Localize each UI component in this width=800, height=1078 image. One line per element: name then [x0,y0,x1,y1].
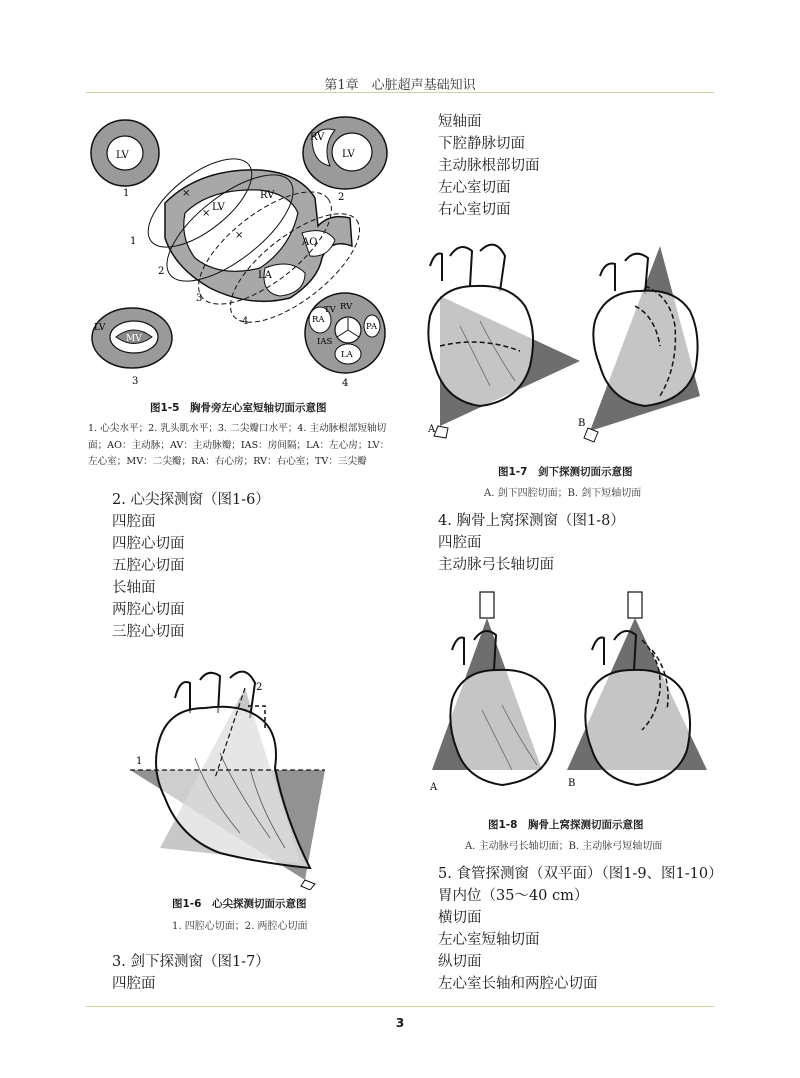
svg-text:×: × [235,230,244,241]
section-5-item: 胃内位（35～40 cm） [438,888,589,904]
label-plane-2: 2 [158,266,165,277]
section-4 [438,510,625,576]
section-2-item: 四腔心切面 [112,536,185,552]
figure-1-6-illustration [120,658,330,890]
footer-rule [86,1006,714,1007]
label-pa: PA [366,322,378,332]
section-3-item: 短轴面 [438,114,482,130]
label-la-4: LA [341,350,353,360]
label-panel-a: A [430,782,438,793]
section-5-item: 纵切面 [438,954,482,970]
label-ao-long: AO [302,237,318,248]
label-plane-1: 1 [136,756,143,767]
running-header: 第1章 心脏超声基础知识 [324,78,476,93]
figure-1-5-caption: 图1-5 胸骨旁左心室短轴切面示意图 [150,402,327,414]
section-5-item: 左心室长轴和两腔心切面 [438,976,598,992]
section-3-item: 右心室切面 [438,202,511,218]
figure-1-7-subcaption: A. 剑下四腔切面；B. 剑下短轴切面 [484,488,642,499]
label-la-long: LA [258,270,272,281]
label-lv-1: LV [116,150,129,161]
figure-1-7-illustration [420,236,720,448]
figure-1-5-legend: 1. 心尖水平；2. 乳头肌水平；3. 二尖瓣口水平；4. 主动脉根部短轴切面；AO：主动脉；AV：主动脉瓣；IAS：房间隔；LA：左心房；LV：左心室；MV：二尖瓣；RA：右心房；RV：右心室；TV：三尖瓣 [88,423,390,467]
figure-1-8-panel-a [429,592,555,793]
figure-1-8-subcaption: A. 主动脉弓长轴切面；B. 主动脉弓短轴切面 [465,841,663,852]
section-2-item: 两腔心切面 [112,602,185,618]
label-ring-1: 1 [123,188,130,199]
label-panel-a: A [428,424,436,435]
label-ring-3: 3 [132,376,139,387]
label-plane-2: 2 [256,682,263,693]
section-4-heading: 4. 胸骨上窝探测窗（图1-8） [438,513,625,529]
label-panel-b: B [578,418,586,429]
section-4-item: 主动脉弓长轴切面 [438,557,554,573]
label-plane-1: 1 [130,236,137,247]
figure-1-7-panel-a [427,245,580,438]
label-ring-2: 2 [338,192,345,203]
figure-1-7-panel-b [578,246,700,442]
section-2 [112,489,270,643]
section-2-item: 五腔心切面 [112,558,185,574]
short-axis-aortic-root-ring [305,293,385,389]
label-rv-2: RV [310,132,325,143]
label-ias: IAS [317,337,333,347]
label-mv: MV [126,334,142,344]
label-ra: RA [312,315,325,325]
label-lv-long: LV [212,202,225,213]
section-3-item: 下腔静脉切面 [438,136,525,152]
svg-text:×: × [182,188,191,199]
section-2-item: 四腔面 [112,514,156,530]
short-axis-papillary-ring [303,117,387,203]
section-3-continued [438,111,540,221]
label-lv-3: LV [94,323,106,333]
figure-1-6-subcaption: 1. 四腔心切面；2. 两腔心切面 [172,921,308,932]
short-axis-mitral-ring [92,308,172,387]
section-3-heading: 3. 剑下探测窗（图1-7） [112,954,270,970]
section-4-item: 四腔面 [438,535,482,551]
section-3-item: 左心室切面 [438,180,511,196]
section-2-item: 长轴面 [112,580,156,596]
section-5-item: 左心室短轴切面 [438,932,540,948]
figure-1-8-illustration [422,590,718,802]
figure-1-8-caption: 图1-8 胸骨上窝探测切面示意图 [488,819,644,831]
section-5-item: 横切面 [438,910,482,926]
section-2-item: 三腔心切面 [112,624,185,640]
label-plane-4: 4 [242,316,249,327]
label-plane-3: 3 [196,293,203,304]
section-2-heading: 2. 心尖探测窗（图1-6） [112,492,270,508]
long-axis-heart [165,170,352,301]
short-axis-apex-ring [91,120,159,199]
figure-1-8-panel-b [567,592,707,789]
page-number: 3 [395,1016,405,1030]
section-3 [112,951,270,995]
label-lv-2: LV [342,149,355,160]
section-5 [438,863,723,995]
section-3-item: 主动脉根部切面 [438,158,540,174]
figure-1-7-caption: 图1-7 剑下探测切面示意图 [498,466,633,478]
header-rule [86,92,714,93]
svg-text:×: × [202,208,211,219]
label-ring-4: 4 [342,378,349,389]
section-3-item: 四腔面 [112,976,156,992]
figure-1-6-caption: 图1-6 心尖探测切面示意图 [172,898,307,910]
figure-1-5-illustration [90,108,395,393]
label-rv-4: RV [340,302,353,312]
section-5-heading: 5. 食管探测窗（双平面）（图1-9、图1-10） [438,866,723,882]
label-rv-long: RV [260,190,275,201]
label-panel-b: B [568,778,576,789]
label-tv: TV [324,305,336,315]
